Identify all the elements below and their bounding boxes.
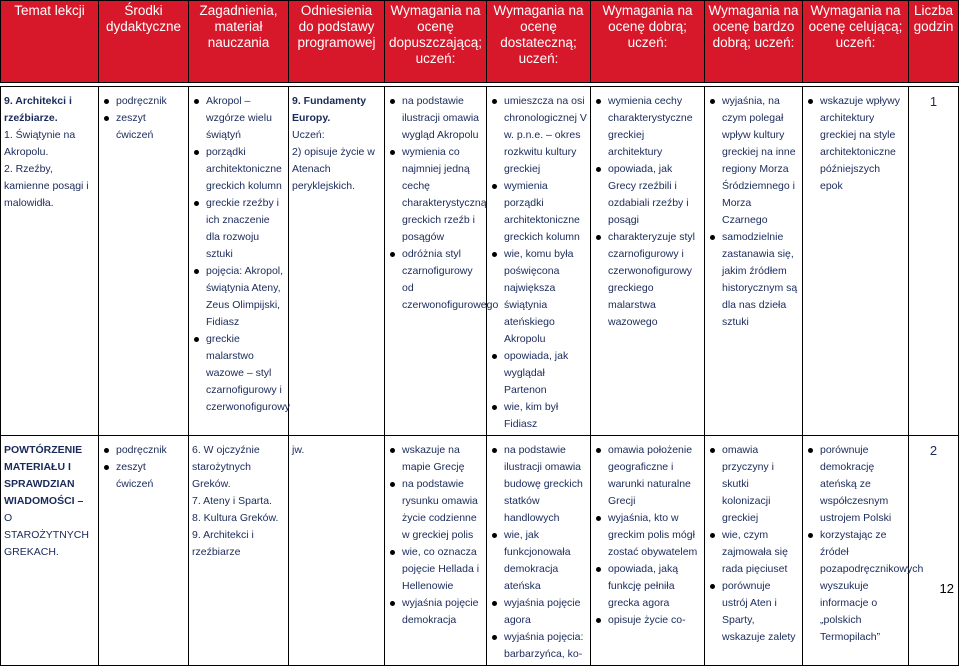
list-item: na podstawie rysunku omawia życie codzienne w greckiej polis <box>388 476 483 544</box>
list-item: porównuje demokrację ateńską ze współczesnym ustrojem Polski <box>806 442 905 527</box>
list-item: wie, komu była poświęcona największa świątynia ateńskiego Akropolu <box>490 246 587 348</box>
hours-cell: 2 <box>909 436 959 666</box>
list-item: wskazuje na mapie Grecję <box>388 442 483 476</box>
list-item: omawia przyczyny i skutki kolonizacji greckiej <box>708 442 799 527</box>
list-item: zeszyt ćwiczeń <box>102 110 185 144</box>
means-cell <box>99 87 189 436</box>
req-bardzo-dobra-cell <box>705 436 803 666</box>
list-item: wskazuje wpływy architektury greckiej na style architektoniczne późniejszych epok <box>806 93 905 195</box>
req-dostateczna-cell <box>487 87 591 436</box>
header-cell: Wymagania na ocenę celującą; uczeń: <box>803 1 909 83</box>
list-item: porównuje ustrój Aten i Sparty, wskazuje zalety <box>708 578 799 646</box>
list-item: wymienia co najmniej jedną cechę charakterystyczną greckich rzeźb i posągów <box>388 144 483 246</box>
issue-line: 7. Ateny i Sparta. <box>192 495 272 507</box>
list-item: porządki architektoniczne greckich kolumn <box>192 144 285 195</box>
issue-line: 9. Architekci i rzeźbiarze <box>192 529 254 558</box>
list-item: greckie rzeźby i ich znaczenie dla rozwoju sztuki <box>192 195 285 263</box>
reference-line: jw. <box>292 444 305 456</box>
list-item: wie, co oznacza pojęcie Hellada i Hellenowie <box>388 544 483 595</box>
list-item: greckie malarstwo wazowe – styl czarnofigurowy i czerwonofigurowy <box>192 331 285 416</box>
header-row <box>1 1 959 83</box>
req-dobra-cell <box>591 87 705 436</box>
issues-cell <box>189 87 289 436</box>
list-item: na podstawie ilustracji omawia wygląd Akropolu <box>388 93 483 144</box>
topic-line: O STAROŻYTNYCH GREKACH. <box>4 512 89 558</box>
topic-line: POWTÓRZENIE MATERIAŁU I SPRAWDZIAN WIADOMOŚCI – <box>4 444 84 507</box>
issue-line: 8. Kultura Greków. <box>192 512 279 524</box>
req-celujaca-cell <box>803 436 924 666</box>
reference-line: Uczeń: <box>292 129 325 141</box>
page-number: 12 <box>939 581 954 596</box>
list-item: odróżnia styl czarnofigurowy od czerwonofigurowego <box>388 246 483 314</box>
header-cell: Odniesienia do podstawy programowej <box>289 1 385 83</box>
req-dobra-cell <box>591 436 705 666</box>
list-item: opisuje życie co- <box>594 612 701 629</box>
issue-line: 6. W ojczyźnie starożytnych Greków. <box>192 444 260 490</box>
list-item: charakteryzuje styl czarnofigurowy i czerwonofigurowy greckiego malarstwa wazowego <box>594 229 701 331</box>
header-cell: Temat lekcji <box>1 1 99 83</box>
reference-title: 9. Fundamenty Europy. <box>292 95 367 124</box>
list-item: wyjaśnia pojęcie agora <box>490 595 587 629</box>
list-item: opowiada, jak wyglądał Partenon <box>490 348 587 399</box>
topic-line: 1. Świątynie na Akropolu. <box>4 129 76 158</box>
list-item: wie, kim był Fidiasz <box>490 399 587 433</box>
req-bardzo-dobra-cell <box>705 87 803 436</box>
list-item: korzystając ze źródeł pozapodręcznikowych wyszukuje informacje o „polskich Termopilach” <box>806 527 905 646</box>
topic-line: 2. Rzeźby, kamienne posągi i malowidła. <box>4 163 89 209</box>
header-cell: Zagadnienia, materiał nauczania <box>189 1 289 83</box>
means-cell <box>99 436 189 666</box>
header-cell: Liczba godzin <box>909 1 959 83</box>
list-item: umieszcza na osi chronologicznej V w. p.n.e. – okres rozkwitu kultury greckiej <box>490 93 587 178</box>
list-item: wyjaśnia, na czym polegał wpływ kultury greckiej na inne regiony Morza Śródziemnego i Morza Czarnego <box>708 93 799 229</box>
list-item: opowiada, jak Grecy rzeźbili i ozdabiali rzeźby i posągi <box>594 161 701 229</box>
header-cell: Wymagania na ocenę dopuszczającą; uczeń: <box>385 1 487 83</box>
list-item: wyjaśnia, kto w greckim polis mógł zostać obywatelem <box>594 510 701 561</box>
list-item: wymienia porządki architektoniczne greckich kolumn <box>490 178 587 246</box>
list-item: wie, czym zajmowała się rada pięciuset <box>708 527 799 578</box>
header-cell: Wymagania na ocenę bardzo dobrą; uczeń: <box>705 1 803 83</box>
header-cell: Wymagania na ocenę dostateczną; uczeń: <box>487 1 591 83</box>
issues-cell <box>189 436 289 666</box>
req-dopuszczajaca-cell <box>385 436 487 666</box>
list-item: podręcznik <box>102 93 185 110</box>
req-dopuszczajaca-cell <box>385 87 499 436</box>
req-celujaca-cell <box>803 87 909 436</box>
reference-cell <box>289 87 385 436</box>
table-row <box>1 436 959 666</box>
list-item: wie, jak funkcjonowała demokracja ateńska <box>490 527 587 595</box>
list-item: Akropol – wzgórze wielu świątyń <box>192 93 285 144</box>
reference-line: 2) opisuje życie w Atenach peryklejskich. <box>292 146 375 192</box>
list-item: wymienia cechy charakterystyczne greckiej architektury <box>594 93 701 161</box>
list-item: opowiada, jaką funkcję pełniła grecka agora <box>594 561 701 612</box>
list-item: omawia położenie geograficzne i warunki naturalne Grecji <box>594 442 701 510</box>
topic-title: 9. Architekci i rzeźbiarze. <box>4 95 72 124</box>
list-item: pojęcia: Akropol, świątynia Ateny, Zeus Olimpijski, Fidiasz <box>192 263 285 331</box>
reference-cell <box>289 436 385 666</box>
topic-cell <box>1 87 99 436</box>
req-dostateczna-cell <box>487 436 591 666</box>
list-item: na podstawie ilustracji omawia budowę greckich statków handlowych <box>490 442 587 527</box>
list-item: samodzielnie zastanawia się, jakim źródłem historycznym są dla nas dzieła sztuki <box>708 229 799 331</box>
header-cell: Wymagania na ocenę dobrą; uczeń: <box>591 1 705 83</box>
topic-cell <box>1 436 99 666</box>
list-item: zeszyt ćwiczeń <box>102 459 185 493</box>
hours-cell: 1 <box>909 87 959 436</box>
table-row <box>1 87 959 436</box>
list-item: wyjaśnia pojęcie demokracja <box>388 595 483 629</box>
list-item: wyjaśnia pojęcia: barbarzyńca, ko- <box>490 629 587 663</box>
list-item: podręcznik <box>102 442 185 459</box>
header-cell: Środki dydaktyczne <box>99 1 189 83</box>
